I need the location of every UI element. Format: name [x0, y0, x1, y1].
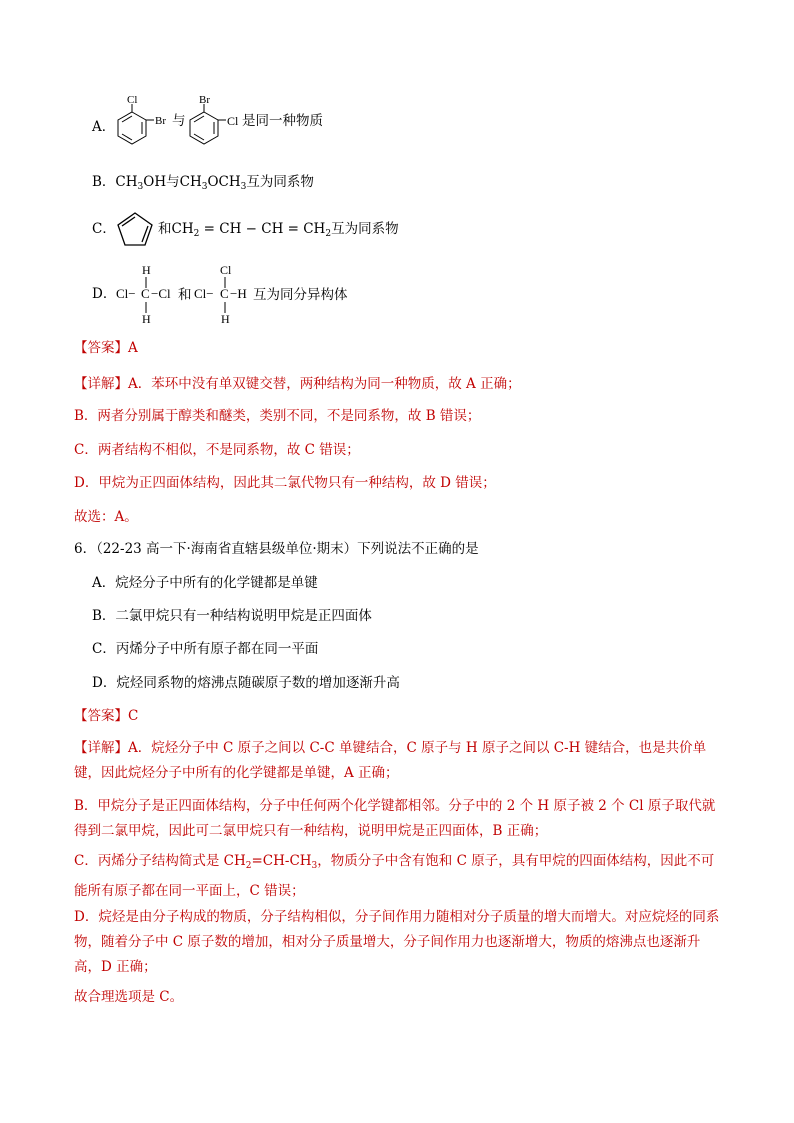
question-6-option-b: B．二氯甲烷只有一种结构说明甲烷是正四面体	[92, 608, 372, 624]
question-6-option-a: A．烷烃分子中所有的化学键都是单键	[92, 575, 318, 591]
detail-1-a: 【详解】A．苯环中没有单双键交替，两种结构为同一种物质，故 A 正确；	[74, 376, 521, 392]
svg-text:H: H	[142, 312, 151, 326]
detail-2-a: 【详解】A．烷烃分子中 C 原子之间以 C-C 单键结合，C 原子与 H 原子之间以 C-H 键结合，也是共价单键，因此烷烃分子中所有的化学键都是单键，A 正确；	[74, 740, 707, 781]
option-b: B．$CH_3OH$与$CH_3OCH_3$互为同系物	[92, 174, 314, 192]
svg-text:Cl: Cl	[220, 263, 232, 277]
cyclopentadiene-icon	[116, 210, 158, 250]
option-a-connector: 与	[172, 113, 186, 128]
svg-text:Cl−: Cl−	[116, 286, 136, 301]
benzene-ring-2	[190, 104, 226, 144]
svg-text:H: H	[142, 263, 151, 277]
mol1-top-substituent: Cl	[127, 94, 138, 106]
question-6-option-d: D．烷烃同系物的熔沸点随碳原子数的增加逐渐升高	[92, 675, 400, 691]
svg-text:C: C	[220, 286, 229, 301]
option-d-structures	[116, 262, 376, 326]
detail-1-conclusion: 故选：A。	[74, 509, 138, 525]
mol2-side-substituent: Cl	[227, 114, 239, 128]
option-a-label: A．	[92, 119, 116, 135]
answer-2: 【答案】C	[74, 708, 139, 724]
svg-text:和: 和	[178, 287, 192, 302]
detail-2-conclusion: 故合理选项是 C。	[74, 989, 184, 1005]
detail-1-b: B．两者分别属于醇类和醚类，类别不同，不是同系物，故 B 错误；	[74, 408, 481, 424]
detail-1-d: D．甲烷为正四面体结构，因此其二氯代物只有一种结构，故 D 错误；	[74, 475, 496, 491]
svg-text:−H: −H	[230, 286, 247, 301]
detail-2-c: C．丙烯分子结构简式是 $CH_2=CH-CH_3$，物质分子中含有饱和 C 原子，具有甲烷的四面体结构，因此不可能所有原子都在同一平面上，C 错误；	[74, 853, 715, 899]
detail-1-c: C．两者结构不相似，不是同系物，故 C 错误；	[74, 442, 360, 458]
option-a-tail: 是同一种物质	[242, 113, 323, 128]
answer-1: 【答案】A	[74, 340, 138, 356]
option-c-label: C．	[92, 221, 116, 237]
option-d-label: D．	[92, 286, 117, 302]
detail-2-d: D．烷烃是由分子构成的物质，分子结构相似，分子间作用力随相对分子质量的增大而增大。对应烷烃的同系物，随着分子中 C 原子数的增加，相对分子质量增大，分子间作用力也逐渐增大，物质的熔沸点也逐渐升高，D 正确；	[74, 909, 720, 975]
benzene-ring-1	[118, 104, 154, 144]
option-a-structures	[110, 92, 370, 160]
svg-text:−Cl: −Cl	[151, 286, 171, 301]
detail-2-b: B．甲烷分子是正四面体结构，分子中任何两个化学键都相邻。分子中的 2 个 H 原子被 2 个 Cl 原子取代就得到二氯甲烷，因此可二氯甲烷只有一种结构，说明甲烷是正四面体，B 正确；	[74, 798, 716, 839]
svg-text:Cl−: Cl−	[194, 286, 214, 301]
svg-text:互为同分异构体: 互为同分异构体	[253, 287, 348, 302]
mol1-side-substituent: Br	[155, 115, 166, 127]
question-6-option-c: C．丙烯分子中所有原子都在同一平面	[92, 641, 319, 657]
svg-text:C: C	[141, 286, 150, 301]
option-c-text: 和$CH_2$ = CH − CH = $CH_2$互为同系物	[158, 221, 399, 239]
question-6-stem: 6．（22-23 高一下·海南省直辖县级单位·期末）下列说法不正确的是	[74, 541, 479, 557]
mol2-top-substituent: Br	[199, 94, 210, 106]
svg-text:H: H	[221, 312, 230, 326]
